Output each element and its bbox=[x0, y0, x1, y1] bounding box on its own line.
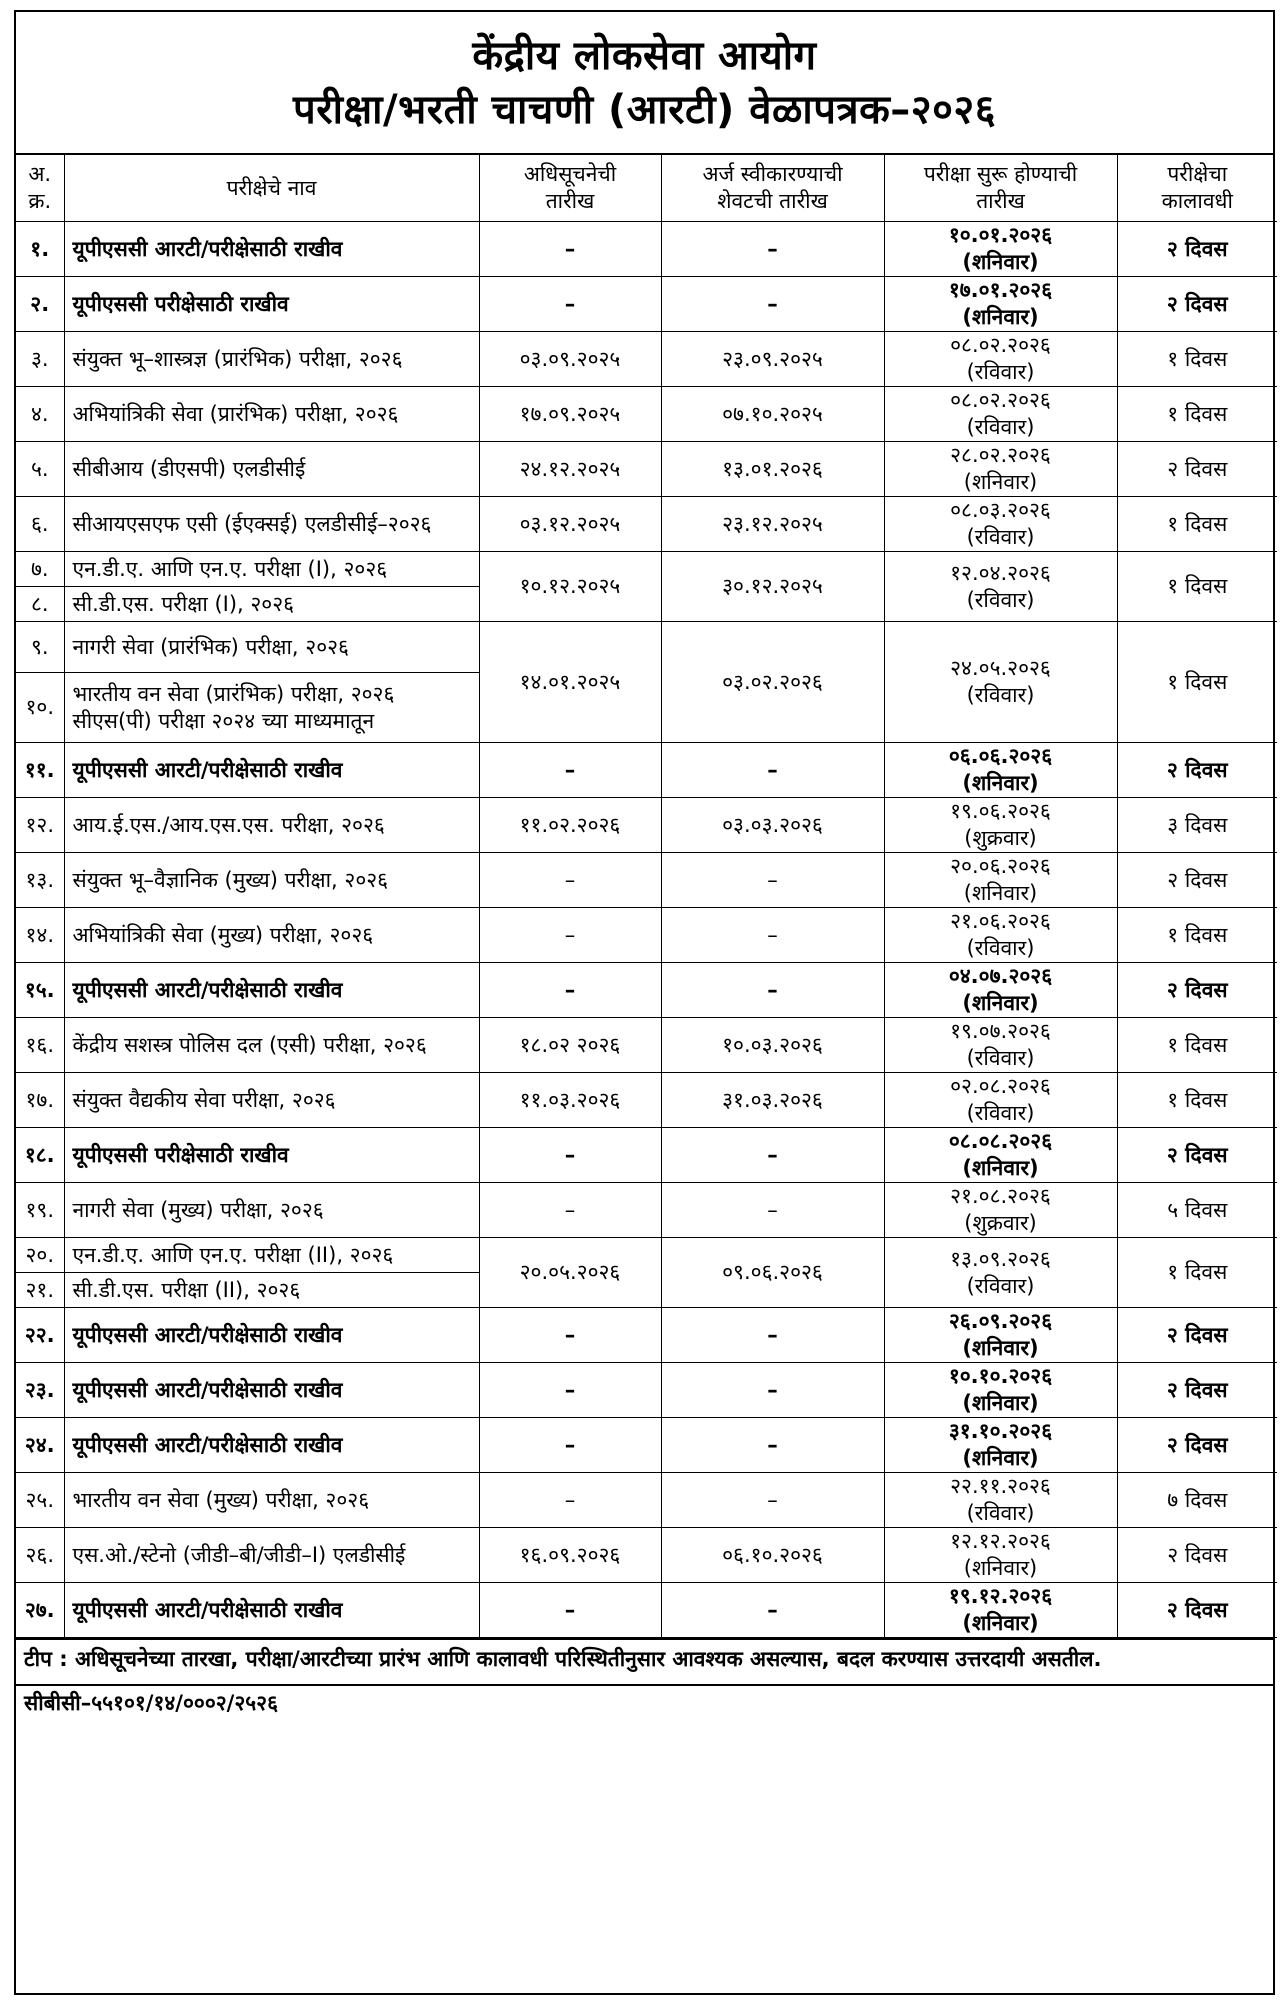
header-duration: परीक्षेचा कालावधी bbox=[1117, 155, 1277, 222]
header-last-date: अर्ज स्वीकारण्याची शेवटची तारीख bbox=[661, 155, 884, 222]
table-row: ८. सी.डी.एस. परीक्षा (I), २०२६ bbox=[16, 587, 1277, 622]
table-row: २७. यूपीएससी आरटी/परीक्षेसाठी राखीव – – १९.१२.२०२६ (शनिवार) २ दिवस bbox=[16, 1583, 1277, 1638]
table-row: १९. नागरी सेवा (मुख्य) परीक्षा, २०२६ – – २१.०८.२०२६ (शुक्रवार) ५ दिवस bbox=[16, 1183, 1277, 1238]
table-row: २५. भारतीय वन सेवा (मुख्य) परीक्षा, २०२६ – – २२.११.२०२६ (रविवार) ७ दिवस bbox=[16, 1473, 1277, 1528]
footnote: टीप : अधिसूचनेच्या तारखा, परीक्षा/आरटीच्या प्रारंभ आणि कालावधी परिस्थितीनुसार आवश्यक असल्यास, बदल करण्यास उत्तरदायी असतील. bbox=[24, 1647, 1102, 1671]
exam-schedule-table bbox=[16, 155, 1277, 1638]
table-row: १७. संयुक्त वैद्यकीय सेवा परीक्षा, २०२६ ११.०३.२०२६ ३१.०३.२०२६ ०२.०८.२०२६ (रविवार) १ दिवस bbox=[16, 1073, 1277, 1128]
table-row: ३. संयुक्त भू–शास्त्रज्ञ (प्रारंभिक) परीक्षा, २०२६ ०३.०९.२०२५ २३.०९.२०२५ ०८.०२.२०२६ (रविवार) १ दिवस bbox=[16, 332, 1277, 387]
table-row: १०. भारतीय वन सेवा (प्रारंभिक) परीक्षा, २०२६ सीएस(पी) परीक्षा २०२४ च्या माध्यमातून bbox=[16, 673, 1277, 743]
table-row: १६. केंद्रीय सशस्त्र पोलिस दल (एसी) परीक्षा, २०२६ १८.०२ २०२६ १०.०३.२०२६ १९.०७.२०२६ (रविवार) १ दिवस bbox=[16, 1018, 1277, 1073]
table-row: १२. आय.ई.एस./आय.एस.एस. परीक्षा, २०२६ ११.०२.२०२६ ०३.०३.२०२६ १९.०६.२०२६ (शुक्रवार) ३ दिवस bbox=[16, 798, 1277, 853]
table-row: २४. यूपीएससी आरटी/परीक्षेसाठी राखीव – – ३१.१०.२०२६ (शनिवार) २ दिवस bbox=[16, 1418, 1277, 1473]
document-code: सीबीसी–५५१०१/१४/०००२/२५२६ bbox=[16, 1684, 1273, 1720]
footer bbox=[16, 1638, 1273, 1720]
table-row: १५. यूपीएससी आरटी/परीक्षेसाठी राखीव – – ०४.०७.२०२६ (शनिवार) २ दिवस bbox=[16, 963, 1277, 1018]
table-row: २०. एन.डी.ए. आणि एन.ए. परीक्षा (II), २०२६ २०.०५.२०२६ ०९.०६.२०२६ १३.०९.२०२६ (रविवार) १ दिवस bbox=[16, 1238, 1277, 1273]
header-exam-date: परीक्षा सुरू होण्याची तारीख bbox=[884, 155, 1117, 222]
table-row: ६. सीआयएसएफ एसी (ईएक्सई) एलडीसीई–२०२६ ०३.१२.२०२५ २३.१२.२०२५ ०८.०३.२०२६ (रविवार) १ दिवस bbox=[16, 497, 1277, 552]
header-exam-name: परीक्षेचे नाव bbox=[64, 155, 479, 222]
table-row: ११. यूपीएससी आरटी/परीक्षेसाठी राखीव – – ०६.०६.२०२६ (शनिवार) २ दिवस bbox=[16, 743, 1277, 798]
table-row: ९. नागरी सेवा (प्रारंभिक) परीक्षा, २०२६ १४.०१.२०२५ ०३.०२.२०२६ २४.०५.२०२६ (रविवार) १ दिवस bbox=[16, 622, 1277, 673]
table-row: २६. एस.ओ./स्टेनो (जीडी–बी/जीडी–I) एलडीसीई १६.०९.२०२६ ०६.१०.२०२६ १२.१२.२०२६ (शनिवार) २ दिवस bbox=[16, 1528, 1277, 1583]
table-row: १४. अभियांत्रिकी सेवा (मुख्य) परीक्षा, २०२६ – – २१.०६.२०२६ (रविवार) १ दिवस bbox=[16, 908, 1277, 963]
table-row: ५. सीबीआय (डीएसपी) एलडीसीई २४.१२.२०२५ १३.०१.२०२६ २८.०२.२०२६ (शनिवार) २ दिवस bbox=[16, 442, 1277, 497]
table-row: २१. सी.डी.एस. परीक्षा (II), २०२६ bbox=[16, 1273, 1277, 1308]
table-row: १. यूपीएससी आरटी/परीक्षेसाठी राखीव – – १०.०१.२०२६ (शनिवार) २ दिवस bbox=[16, 222, 1277, 277]
header-notification-date: अधिसूचनेची तारीख bbox=[479, 155, 661, 222]
table-row: २. यूपीएससी परीक्षेसाठी राखीव – – १७.०१.२०२६ (शनिवार) २ दिवस bbox=[16, 277, 1277, 332]
table-row: १८. यूपीएससी परीक्षेसाठी राखीव – – ०८.०८.२०२६ (शनिवार) २ दिवस bbox=[16, 1128, 1277, 1183]
header-row bbox=[16, 155, 1277, 222]
header-serial: अ. क्र. bbox=[16, 155, 64, 222]
table-row: ७. एन.डी.ए. आणि एन.ए. परीक्षा (I), २०२६ १०.१२.२०२५ ३०.१२.२०२५ १२.०४.२०२६ (रविवार) १ दिवस bbox=[16, 552, 1277, 587]
table-row: १३. संयुक्त भू–वैज्ञानिक (मुख्य) परीक्षा, २०२६ – – २०.०६.२०२६ (शनिवार) २ दिवस bbox=[16, 853, 1277, 908]
title-block bbox=[16, 12, 1273, 155]
table-row: २३. यूपीएससी आरटी/परीक्षेसाठी राखीव – – १०.१०.२०२६ (शनिवार) २ दिवस bbox=[16, 1363, 1277, 1418]
table-row: ४. अभियांत्रिकी सेवा (प्रारंभिक) परीक्षा, २०२६ १७.०९.२०२५ ०७.१०.२०२५ ०८.०२.२०२६ (रविवार) १ दिवस bbox=[16, 387, 1277, 442]
title-schedule: परीक्षा/भरती चाचणी (आरटी) वेळापत्रक–२०२६ bbox=[293, 86, 996, 133]
schedule-document bbox=[14, 10, 1275, 1995]
title-commission: केंद्रीय लोकसेवा आयोग bbox=[472, 32, 817, 79]
table-row: २२. यूपीएससी आरटी/परीक्षेसाठी राखीव – – २६.०९.२०२६ (शनिवार) २ दिवस bbox=[16, 1308, 1277, 1363]
